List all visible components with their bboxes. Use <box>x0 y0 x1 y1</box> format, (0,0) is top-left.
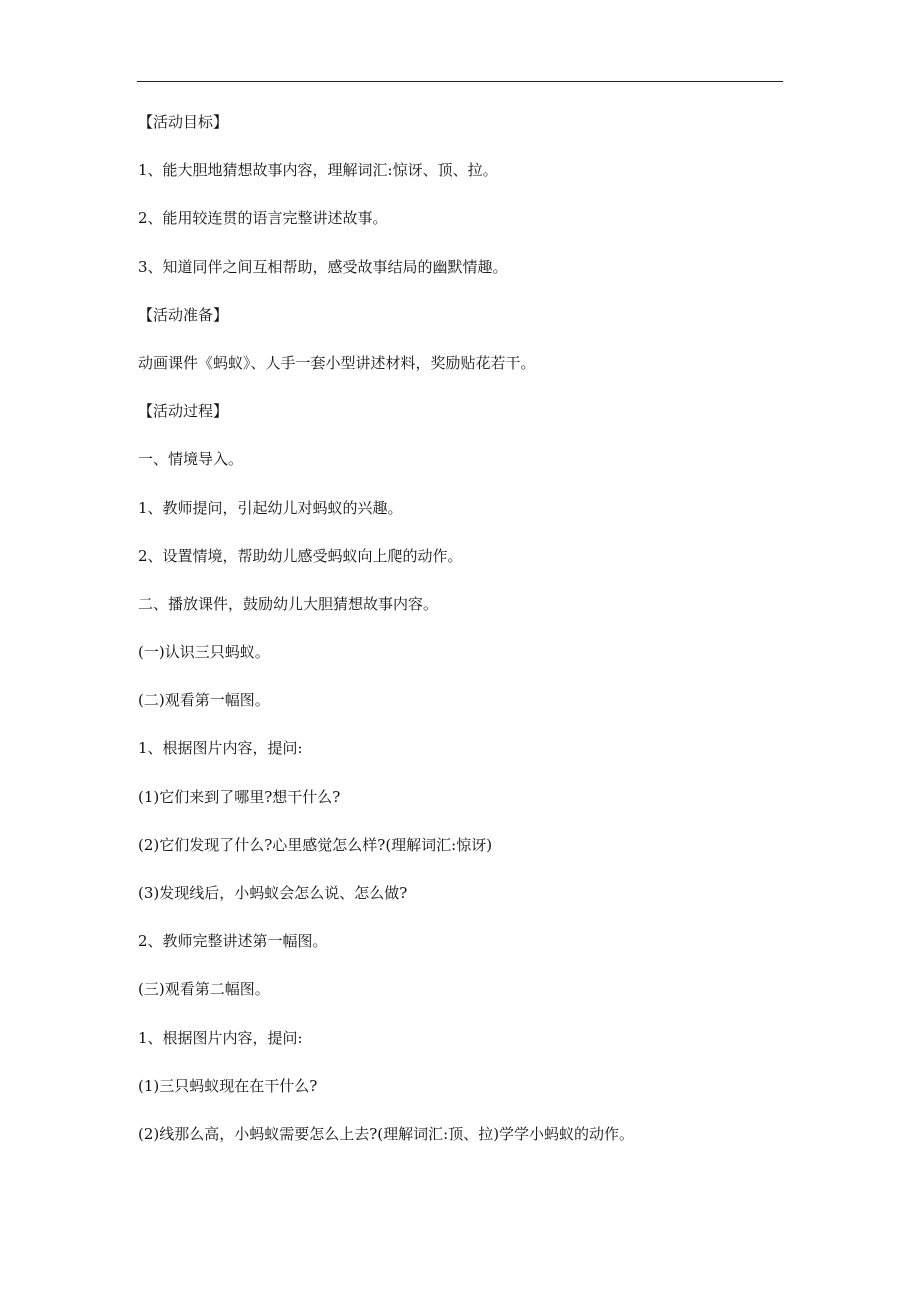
process-subheading: (三)观看第二幅图。 <box>138 980 270 999</box>
question-item: (1)它们来到了哪里?想干什么? <box>138 787 341 806</box>
process-step-heading: 二、播放课件，鼓励幼儿大胆猜想故事内容。 <box>138 594 439 613</box>
header-rule <box>137 81 783 82</box>
preparation-text: 动画课件《蚂蚁》、人手一套小型讲述材料，奖励贴花若干。 <box>138 353 536 372</box>
process-step-heading: 一、情境导入。 <box>138 450 244 469</box>
process-item: 1、根据图片内容，提问: <box>138 1028 303 1047</box>
process-item: 1、教师提问，引起幼儿对蚂蚁的兴趣。 <box>138 498 403 517</box>
question-item: (1)三只蚂蚁现在在干什么? <box>138 1076 318 1095</box>
section-heading-preparation: 【活动准备】 <box>138 305 229 324</box>
question-item: (2)它们发现了什么?心里感觉怎么样?(理解词汇:惊讶) <box>138 835 493 854</box>
question-item: (2)线那么高，小蚂蚁需要怎么上去?(理解词汇:顶、拉)学学小蚂蚁的动作。 <box>138 1124 635 1143</box>
process-item: 2、教师完整讲述第一幅图。 <box>138 932 328 951</box>
process-item: 2、设置情境，帮助幼儿感受蚂蚁向上爬的动作。 <box>138 546 463 565</box>
process-subheading: (一)认识三只蚂蚁。 <box>138 643 270 662</box>
goal-item: 3、知道同伴之间互相帮助，感受故事结局的幽默情趣。 <box>138 257 508 276</box>
document-body <box>138 110 798 1170</box>
goal-item: 1、能大胆地猜想故事内容，理解词汇:惊讶、顶、拉。 <box>138 161 498 180</box>
process-subheading: (二)观看第一幅图。 <box>138 691 270 710</box>
section-heading-goals: 【活动目标】 <box>138 113 229 131</box>
goal-item: 2、能用较连贯的语言完整讲述故事。 <box>138 209 388 228</box>
question-item: (3)发现线后，小蚂蚁会怎么说、怎么做? <box>138 884 408 902</box>
process-item: 1、根据图片内容，提问: <box>138 739 303 758</box>
section-heading-process: 【活动过程】 <box>138 402 229 421</box>
